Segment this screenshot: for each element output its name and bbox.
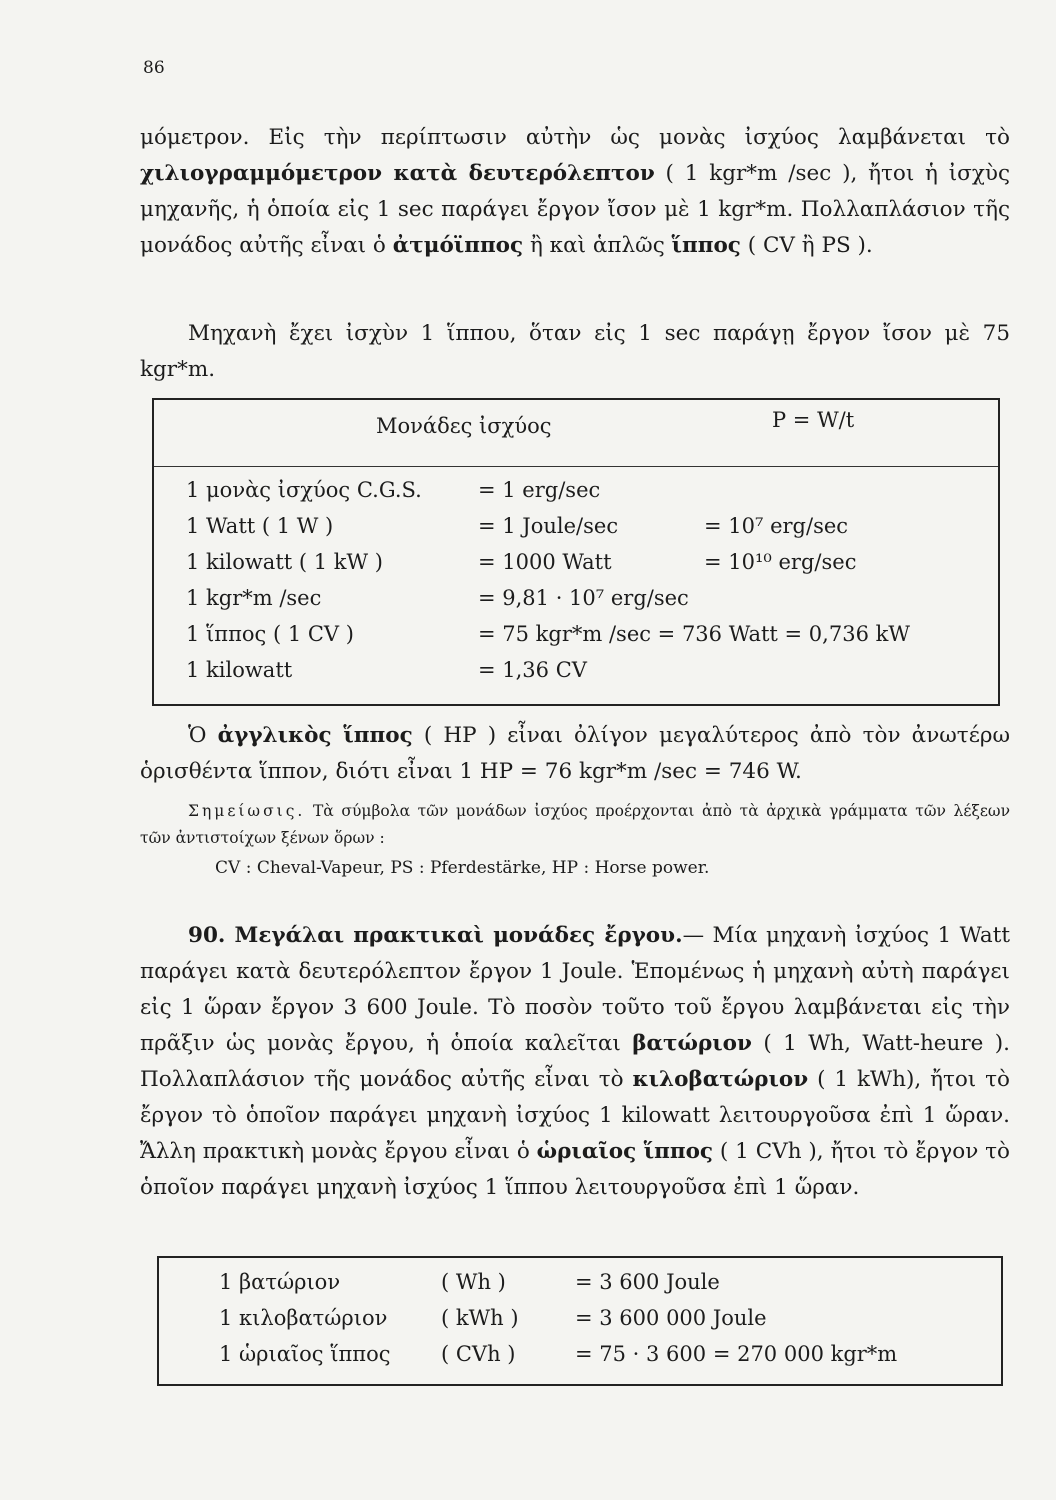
paragraph-english-horsepower: Ὁ ἀγγλικὸς ἵππος ( HP ) εἶναι ὀλίγον μεγαλύτερος ἀπὸ τὸν ἀνωτέρω ὁρισθέντα ἵππον, διότι εἶναι 1 HP = 76 kgr*m /sec = 746 W. — [140, 723, 1011, 784]
note-label: Σημείωσις. — [188, 802, 306, 820]
note: Σημείωσις. Τὰ σύμβολα τῶν μονάδων ἰσχύος προέρχονται ἀπὸ τὰ ἀρχικὰ γράμματα τῶν λέξεων τῶν ἀντιστοίχων ξένων ὅρων : — [140, 802, 1010, 847]
paragraph-horsepower-def: Μηχανὴ ἔχει ἰσχὺν 1 ἵππου, ὅταν εἰς 1 sec παράγῃ ἔργον ἴσον μὲ 75 kgr*m. — [140, 321, 1010, 382]
section-90-title: 90. Μεγάλαι πρακτικαὶ μονάδες ἔργου. — [188, 923, 683, 948]
section-90: 90. Μεγάλαι πρακτικαὶ μονάδες ἔργου.— Μία μηχανὴ ἰσχύος 1 Watt παράγει κατὰ δευτερόλεπτον ἔργον 1 Joule. Ἑπομένως ἡ μηχανὴ αὐτὴ παράγει εἰς 1 ὥραν ἔργον 3 600 Joule. Τὸ ποσὸν τοῦτο τοῦ ἔργου λαμβάνεται εἰς τὴν πρᾶξιν ὡς μονὰς ἔργου, ἡ ὁποία καλεῖται βατώριον ( 1 Wh, Watt-heure ). Πολλαπλάσιον τῆς μονάδος αὐτῆς εἶναι τὸ κιλοβατώριον ( 1 kWh), ἤτοι τὸ ἔργον τὸ ὁποῖον παράγει μηχανὴ ἰσχύος 1 kilowatt λειτουργοῦσα ἐπὶ 1 ὥραν. Ἄλλη πρακτικὴ μονὰς ἔργου εἶναι ὁ ὡριαῖος ἵππος ( 1 CVh ), ἤτοι τὸ ἔργον τὸ ὁποῖον παράγει μηχανὴ ἰσχύος 1 ἵππου λειτουργοῦσα ἐπὶ 1 ὥραν. — [140, 923, 1011, 1200]
term-kilogrammeter-per-second: χιλιογραμμόμετρον κατὰ δευτερόλεπτον — [140, 161, 655, 186]
note-abbreviations: CV : Cheval-Vapeur, PS : Pferdestärke, HP : Horse power. — [215, 858, 710, 878]
page-number: 86 — [143, 58, 165, 78]
table-header-formula: P = W/t — [772, 408, 855, 432]
paragraph-power-units: μόμετρον. Εἰς τὴν περίπτωσιν αὐτὴν ὡς μονὰς ἰσχύος λαμβάνεται τὸ χιλιογραμμόμετρον κατὰ δευτερόλεπτον ( 1 kgr*m /sec ), ἤτοι ἡ ἰσχὺς μηχανῆς, ἡ ὁποία εἰς 1 sec παράγει ἔργον ἴσον μὲ 1 kgr*m. Πολλαπλάσιον τῆς μονάδος αὐτῆς εἶναι ὁ ἀτμόϊππος ἢ καὶ ἁπλῶς ἵππος ( CV ἢ PS ). — [140, 125, 1010, 258]
table-header-rule — [154, 466, 998, 467]
term-atmoippos: ἀτμόϊππος — [392, 233, 524, 258]
power-units-table: Μονάδες ἰσχύος P = W/t 1 μονὰς ἰσχύος C.G.S. = 1 erg/sec 1 Watt ( 1 W ) = 1 Joule/sec = 10⁷ erg/sec 1 kilowatt ( 1 kW ) = 1000 Watt = 10¹⁰ erg/sec 1 kgr*m /sec = 9,81 · 10⁷ erg/sec 1 ἵππος ( 1 CV ) = 75 kgr*m /sec = 736 Watt = 0,736 kW 1 kilowatt = 1,36 CV — [152, 398, 1000, 706]
table-header-units: Μονάδες ἰσχύος — [376, 414, 552, 438]
term-ippos: ἵππος — [671, 233, 741, 258]
term-english-horsepower: ἀγγλικὸς ἵππος — [217, 723, 413, 748]
term-kilowatthour: κιλοβατώριον — [632, 1067, 809, 1092]
term-horsepower-hour: ὡριαῖος ἵππος — [536, 1139, 714, 1164]
term-watthour: βατώριον — [632, 1031, 752, 1056]
work-units-table: 1 βατώριον ( Wh ) = 3 600 Joule 1 κιλοβατώριον ( kWh ) = 3 600 000 Joule 1 ὡριαῖος ἵππος ( CVh ) = 75 · 3 600 = 270 000 kgr*m — [157, 1256, 1003, 1386]
